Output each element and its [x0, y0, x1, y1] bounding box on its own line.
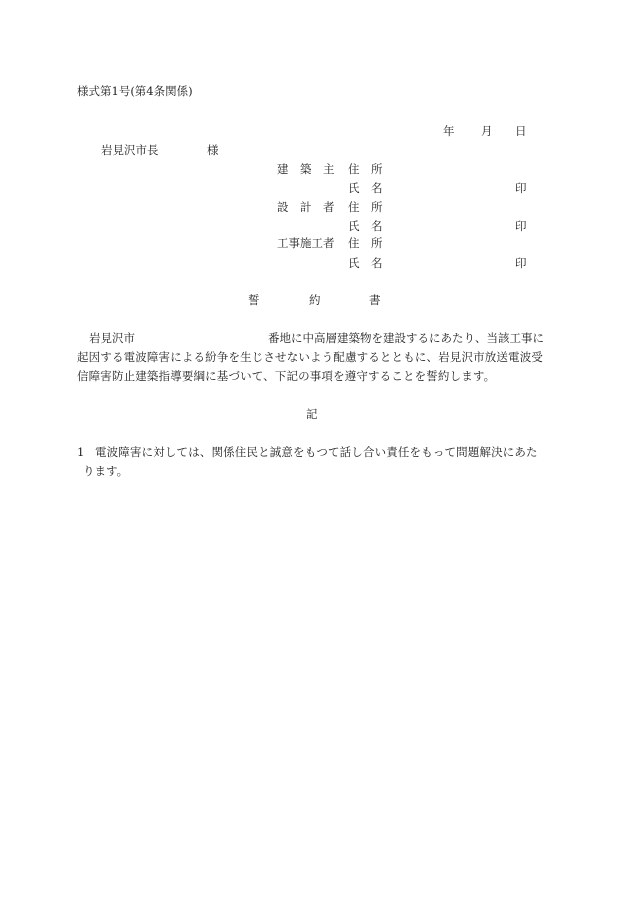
item-text-line-1: 電波障害に対しては、関係住民と誠意をもつて話し合い責任をもって問題解決にあた	[95, 445, 538, 459]
addressee-name: 岩見沢市長	[101, 143, 159, 157]
designer-seal: 印	[515, 219, 527, 233]
owner-address-label: 住 所	[348, 162, 383, 176]
designer-label: 設 計 者	[277, 200, 335, 214]
body-line-2: 起因する電波障害による紛争を生じさせないよう配慮するとともに、岩見沢市放送電波受	[77, 350, 543, 364]
body-line-3: 信障害防止建築指導要綱に基づいて、下記の事項を遵守することを誓約します。	[77, 369, 496, 383]
date-year-label: 年	[443, 124, 455, 138]
owner-name-label: 氏 名	[348, 181, 383, 195]
builder-name-label: 氏 名	[348, 256, 383, 270]
form-label: 様式第1号(第4条関係)	[77, 84, 193, 98]
designer-address-label: 住 所	[348, 200, 383, 214]
date-month-label: 月	[481, 124, 493, 138]
body-line-1: 番地に中高層建築物を建設するにあたり、当該工事に	[268, 331, 544, 345]
addressee-honorific: 様	[207, 143, 219, 157]
builder-seal: 印	[515, 256, 527, 270]
builder-label: 工事施工者	[277, 236, 335, 250]
body-city: 岩見沢市	[89, 331, 135, 345]
title-char-2: 約	[309, 293, 321, 307]
date-day-label: 日	[515, 124, 527, 138]
title-char-3: 書	[369, 293, 381, 307]
title-char-1: 誓	[248, 293, 260, 307]
designer-name-label: 氏 名	[348, 219, 383, 233]
builder-address-label: 住 所	[348, 236, 383, 250]
owner-label: 建 築 主	[277, 162, 335, 176]
note-heading: 記	[306, 407, 318, 421]
item-text-line-2: ります。	[83, 464, 129, 478]
item-number: 1	[77, 445, 85, 459]
owner-seal: 印	[515, 181, 527, 195]
